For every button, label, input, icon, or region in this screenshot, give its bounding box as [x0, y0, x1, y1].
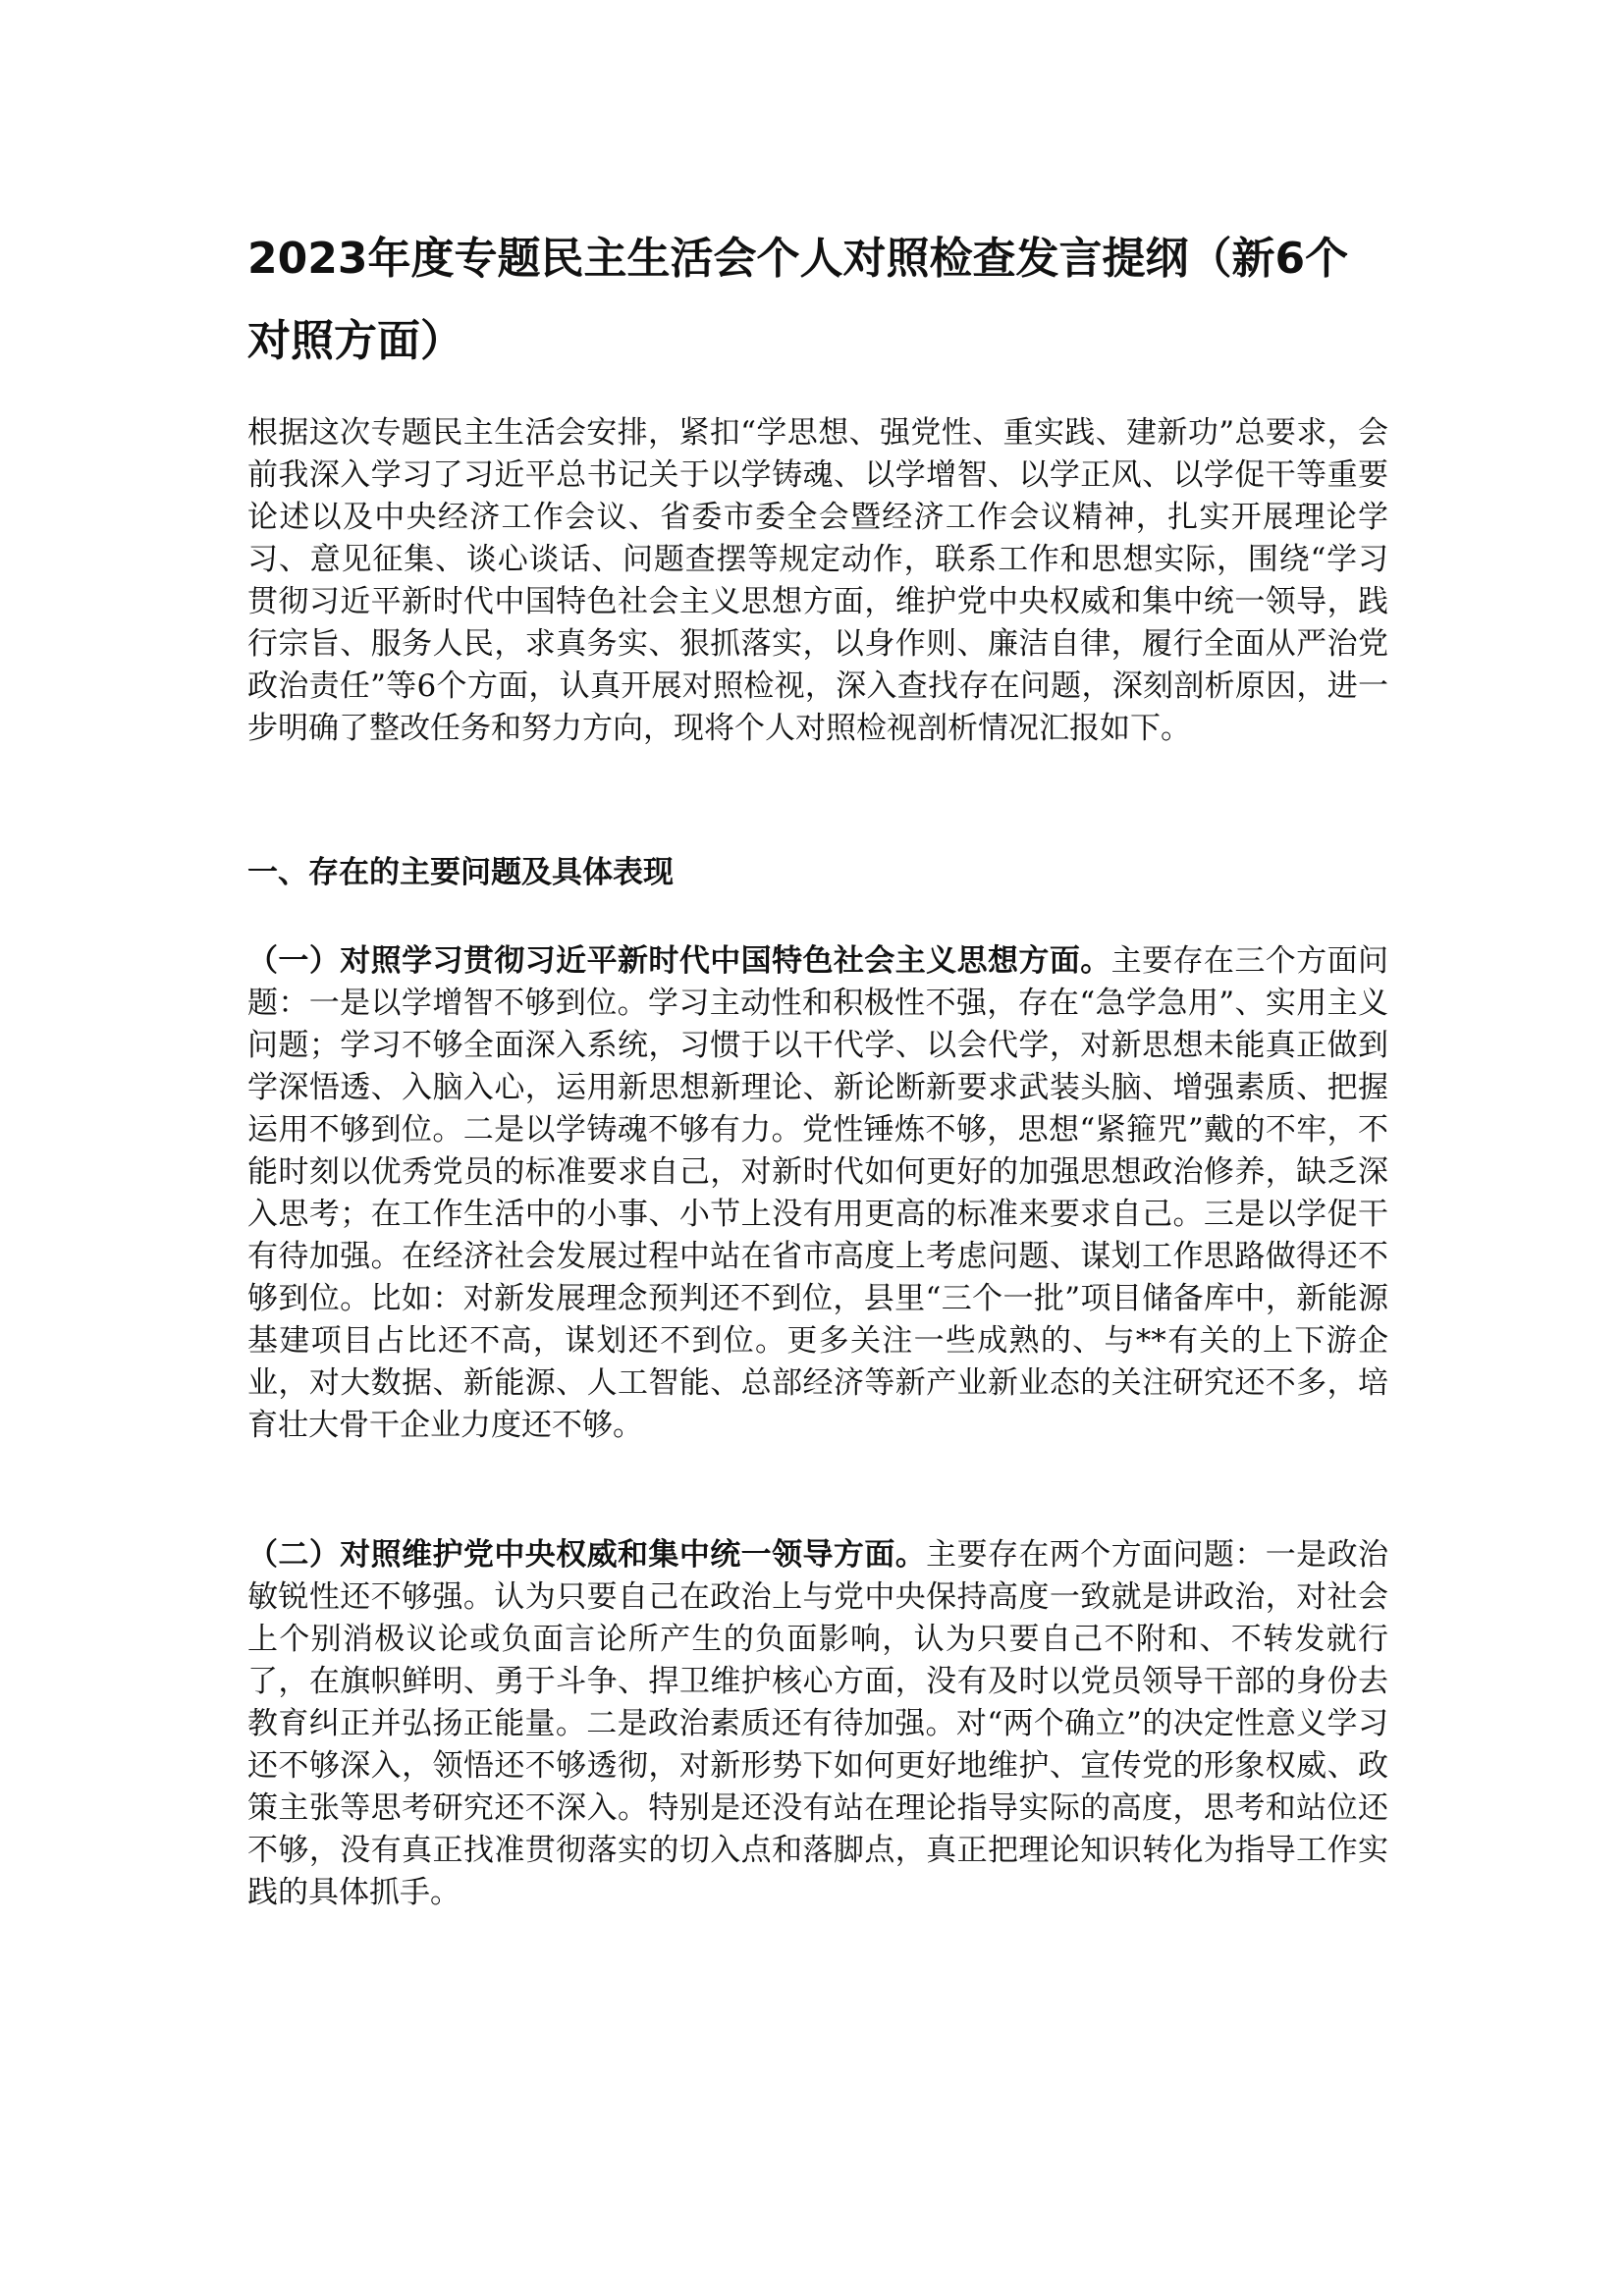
- paragraph-body: 主要存在三个方面问题：一是以学增智不够到位。学习主动性和积极性不强，存在“急学急用”、实用主义问题；学习不够全面深入系统，习惯于以干代学、以会代学，对新思想未能真正做到学深悟透、入脑入心，运用新思想新理论、新论断新要求武装头脑、增强素质、把握运用不够到位。二是以学铸魂不够有力。党性锤炼不够，思想“紧箍咒”戴的不牢，不能时刻以优秀党员的标准要求自己，对新时代如何更好的加强思想政治修养，缺乏深入思考；在工作生活中的小事、小节上没有用更高的标准来要求自己。三是以学促干有待加强。在经济社会发展过程中站在省市高度上考虑问题、谋划工作思路做得还不够到位。比如：对新发展理念预判还不到位，县里“三个一批”项目储备库中，新能源基建项目占比还不高，谋划还不到位。更多关注一些成熟的、与**有关的上下游企业，对大数据、新能源、人工智能、总部经济等新产业新业态的关注研究还不多，培育壮大骨干企业力度还不够。: [247, 943, 1389, 1443]
- document-title: 2023年度专题民主生活会个人对照检查发言提纲（新6个对照方面）: [247, 234, 1349, 366]
- paragraph-lead: （一）对照学习贯彻习近平新时代中国特色社会主义思想方面。: [247, 943, 1111, 979]
- paragraph-body: 主要存在两个方面问题：一是政治敏锐性还不够强。认为只要自己在政治上与党中央保持高度一致就是讲政治，对社会上个别消极议论或负面言论所产生的负面影响，认为只要自己不附和、不转发就行了，在旗帜鲜明、勇于斗争、捍卫维护核心方面，没有及时以党员领导干部的身份去教育纠正并弘扬正能量。二是政治素质还有待加强。对“两个确立”的决定性意义学习还不够深入，领悟还不够透彻，对新形势下如何更好地维护、宣传党的形象权威、政策主张等思考研究还不深入。特别是还没有站在理论指导实际的高度，思考和站位还不够，没有真正找准贯彻落实的切入点和落脚点，真正把理论知识转化为指导工作实践的具体抓手。: [247, 1537, 1389, 1910]
- intro-paragraph: 根据这次专题民主生活会安排，紧扣“学思想、强党性、重实践、建新功”总要求，会前我深入学习了习近平总书记关于以学铸魂、以学增智、以学正风、以学促干等重要论述以及中央经济工作会议、省委市委全会暨经济工作会议精神，扎实开展理论学习、意见征集、谈心谈话、问题查摆等规定动作，联系工作和思想实际，围绕“学习贯彻习近平新时代中国特色社会主义思想方面，维护党中央权威和集中统一领导，践行宗旨、服务人民，求真务实、狠抓落实，以身作则、廉洁自律，履行全面从严治党政治责任”等6个方面，认真开展对照检视，深入查找存在问题，深刻剖析原因，进一步明确了整改任务和努力方向，现将个人对照检视剖析情况汇报如下。: [247, 415, 1388, 746]
- section-heading-problems: 一、存在的主要问题及具体表现: [247, 855, 674, 890]
- paragraph-study-thought: [247, 940, 1388, 1447]
- paragraph-lead: （二）对照维护党中央权威和集中统一领导方面。: [247, 1537, 927, 1573]
- paragraph-central-authority: [247, 1534, 1388, 1914]
